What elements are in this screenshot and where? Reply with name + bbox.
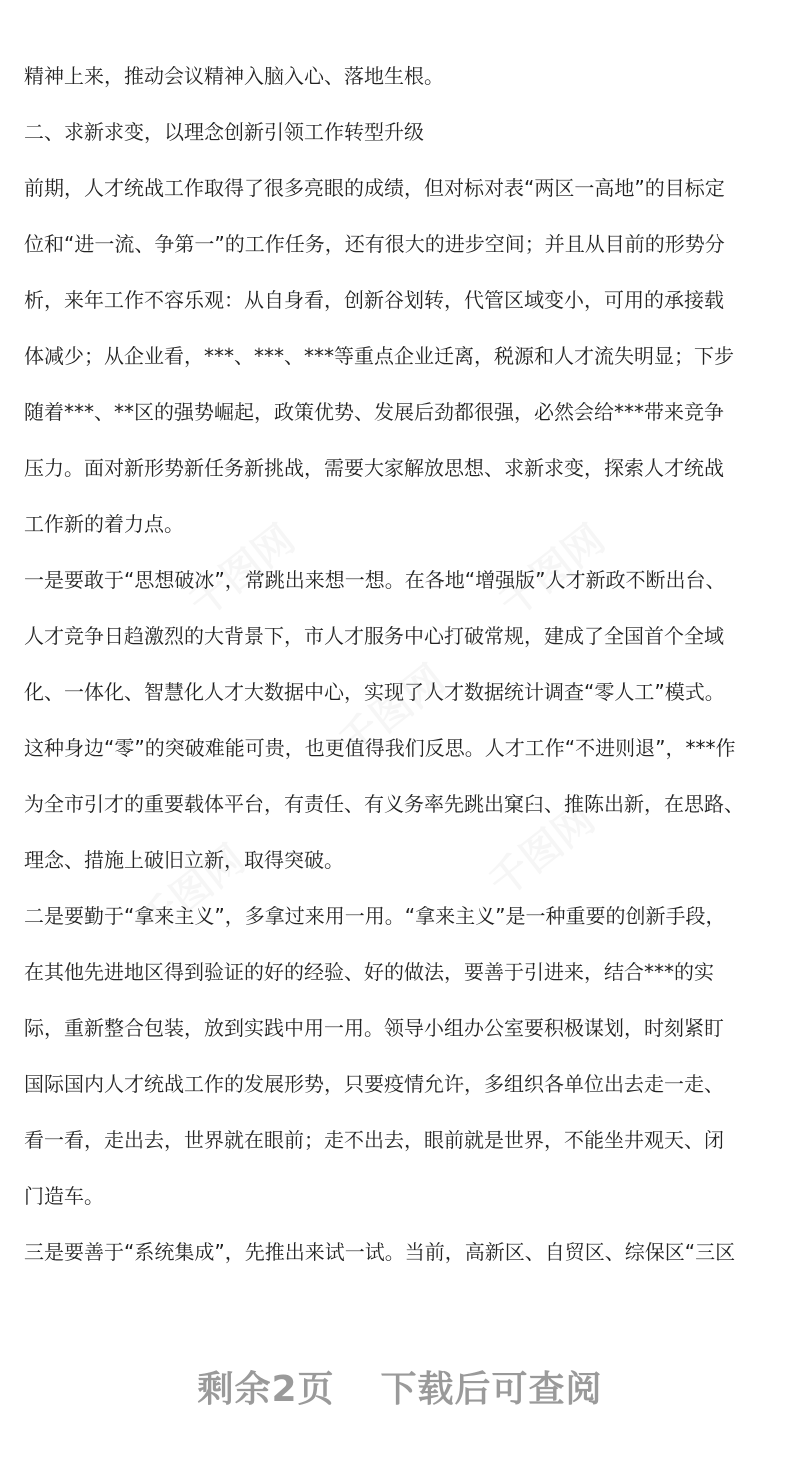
text-line: 二是要勤于“拿来主义”，多拿过来用一用。“拿来主义”是一种重要的创新手段，	[24, 904, 726, 928]
section-heading: 二、求新求变，以理念创新引领工作转型升级	[24, 120, 424, 144]
download-to-view-label: 下载后可查阅	[380, 1369, 603, 1410]
text-line: 析，来年工作不容乐观：从自身看，创新谷划转，代管区域变小，可用的承接载	[24, 288, 724, 312]
text-line: 这种身边“零”的突破难能可贵，也更值得我们反思。人才工作“不进则退”，***作	[24, 736, 736, 760]
text-line: 化、一体化、智慧化人才大数据中心，实现了人才数据统计调查“零人工”模式。	[24, 680, 725, 704]
text-line: 精神上来，推动会议精神入脑入心、落地生根。	[24, 64, 444, 88]
text-line: 门造车。	[24, 1184, 104, 1208]
text-line: 随着***、**区的强势崛起，政策优势、发展后劲都很强，必然会给***带来竞争	[24, 400, 724, 424]
text-line: 人才竞争日趋激烈的大背景下，市人才服务中心打破常规，建成了全国首个全域	[24, 624, 724, 648]
text-line: 看一看，走出去，世界就在眼前；走不出去，眼前就是世界，不能坐井观天、闭	[24, 1128, 724, 1152]
text-line: 为全市引才的重要载体平台，有责任、有义务率先跳出窠臼、推陈出新，在思路、	[24, 792, 744, 816]
text-line: 在其他先进地区得到验证的好的经验、好的做法，要善于引进来，结合***的实	[24, 960, 714, 984]
text-line: 际，重新整合包装，放到实践中用一用。领导小组办公室要积极谋划，时刻紧盯	[24, 1016, 724, 1040]
text-line: 一是要敢于“思想破冰”，常跳出来想一想。在各地“增强版”人才新政不断出台、	[24, 568, 726, 592]
text-line: 理念、措施上破旧立新，取得突破。	[24, 848, 344, 872]
download-prompt[interactable]	[0, 1360, 800, 1420]
document-body	[24, 48, 780, 1280]
text-line: 工作新的着力点。	[24, 512, 184, 536]
text-line: 体减少；从企业看，***、***、***等重点企业迁离，税源和人才流失明显；下步	[24, 344, 734, 368]
text-line: 前期，人才统战工作取得了很多亮眼的成绩，但对标对表“两区一高地”的目标定	[24, 176, 725, 200]
remaining-pages-label: 剩余2页	[197, 1369, 335, 1410]
text-line: 压力。面对新形势新任务新挑战，需要大家解放思想、求新求变，探索人才统战	[24, 456, 724, 480]
text-line: 国际国内人才统战工作的发展形势，只要疫情允许，多组织各单位出去走一走、	[24, 1072, 724, 1096]
text-line: 三是要善于“系统集成”，先推出来试一试。当前，高新区、自贸区、综保区“三区	[24, 1240, 736, 1264]
text-line: 位和“进一流、争第一”的工作任务，还有很大的进步空间；并且从目前的形势分	[24, 232, 725, 256]
